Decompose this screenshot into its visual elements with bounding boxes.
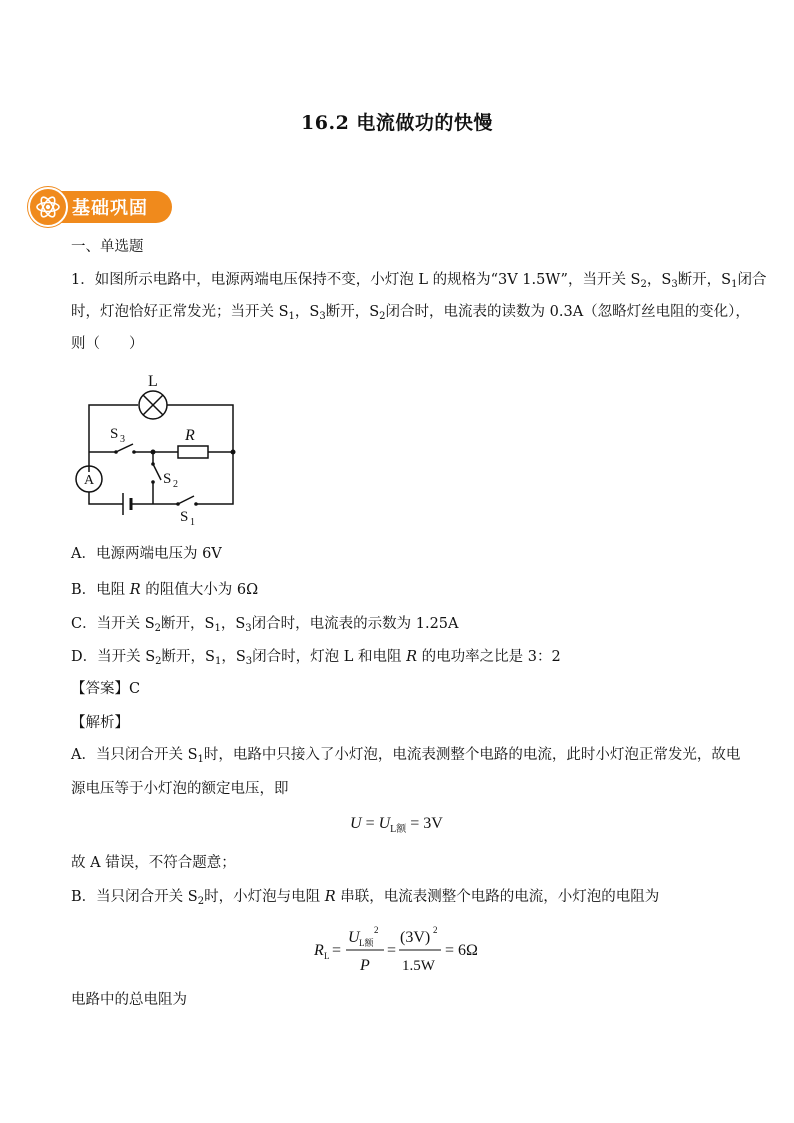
question-line-1: 1．如图所示电路中，电源两端电压保持不变，小灯泡 L 的规格为“3V 1.5W”，当开关 $S_2$，$S_3$断开，$S_1$闭合: [71, 272, 767, 290]
question-line-3: 则（ ）: [71, 336, 144, 352]
badge-label: 基础巩固: [72, 198, 148, 219]
switch-s1-pivot: [176, 502, 180, 506]
option-c: C．当开关 $S_2$断开，$S_1$，$S_3$闭合时，电流表的示数为 1.25A: [71, 616, 459, 634]
svg-text:(3V): (3V): [400, 929, 431, 946]
ammeter-label: A: [84, 473, 95, 488]
s1-label: S: [180, 509, 189, 525]
answer: 【答案】C: [71, 681, 141, 697]
s2-label: S: [163, 471, 172, 487]
analysis-label: 【解析】: [71, 715, 129, 731]
switch-s1-contact: [194, 502, 198, 506]
analysis-a-line-2: 源电压等于小灯泡的额定电压，即: [71, 781, 289, 797]
svg-text:R: R: [314, 942, 324, 959]
switch-s2-contact: [151, 480, 155, 484]
svg-text:=: =: [332, 942, 342, 959]
resistor-r: [178, 446, 208, 458]
svg-text:L: L: [324, 951, 330, 961]
resistor-label: R: [185, 427, 195, 444]
question-number: 1．: [71, 272, 95, 288]
svg-text:P: P: [360, 957, 370, 974]
option-a: A．电源两端电压为 6V: [71, 546, 222, 562]
s3-label: S: [110, 426, 119, 442]
analysis-a-line-1: A．当只闭合开关 $S_1$时，电路中只接入了小灯泡，电流表测整个电路的电流，此时小灯泡正常发光，故电: [71, 747, 741, 765]
option-d: D．当开关 $S_2$断开，$S_1$，$S_3$闭合时，灯泡 L 和电阻 R 的电功率之比是 3：2: [71, 649, 561, 667]
section-heading: 一、单选题: [71, 239, 144, 255]
svg-text:1.5W: 1.5W: [402, 958, 435, 974]
svg-text:L额: L额: [359, 938, 374, 948]
switch-s1-blade: [178, 496, 194, 504]
svg-text:U: U: [348, 929, 360, 946]
switch-s2-pivot: [151, 462, 155, 466]
svg-text:2: 2: [374, 925, 379, 935]
formula-voltage: $U = U_{L额} = 3V$: [350, 815, 443, 835]
svg-text:= 6Ω: = 6Ω: [445, 942, 478, 959]
s1-subscript: 1: [190, 517, 195, 528]
svg-text:2: 2: [433, 925, 438, 935]
switch-s3-pivot: [114, 450, 118, 454]
formula-lamp-resistance: [310, 922, 490, 978]
wire-bottom-left: [89, 492, 123, 504]
section-badge: [28, 187, 172, 227]
svg-text:=: =: [387, 942, 397, 959]
page-title: 16.2 电流做功的快慢: [301, 112, 493, 134]
s3-subscript: 3: [120, 434, 125, 445]
question-line-2: 时，灯泡恰好正常发光；当开关 $S_1$，$S_3$断开，$S_2$闭合时，电流表的读数为 0.3A（忽略灯丝电阻的变化），: [71, 304, 750, 322]
switch-s2-blade: [153, 464, 161, 480]
s2-subscript: 2: [173, 479, 178, 490]
analysis-total-resistance: 电路中的总电阻为: [71, 992, 187, 1008]
option-b: B．电阻 R 的阻值大小为 6Ω: [71, 582, 259, 598]
switch-s3-contact: [132, 450, 136, 454]
analysis-a-conclusion: 故 A 错误，不符合题意；: [71, 855, 236, 871]
junction-dot-right: [231, 450, 236, 455]
switch-s3-blade: [116, 444, 133, 452]
circuit-diagram: [68, 366, 248, 531]
junction-dot-left: [151, 450, 156, 455]
atom-icon: [28, 187, 68, 227]
analysis-b-line-1: B．当只闭合开关 $S_2$时，小灯泡与电阻 R 串联，电流表测整个电路的电流，小灯泡的电阻为: [71, 889, 660, 907]
lamp-label: L: [148, 373, 158, 390]
